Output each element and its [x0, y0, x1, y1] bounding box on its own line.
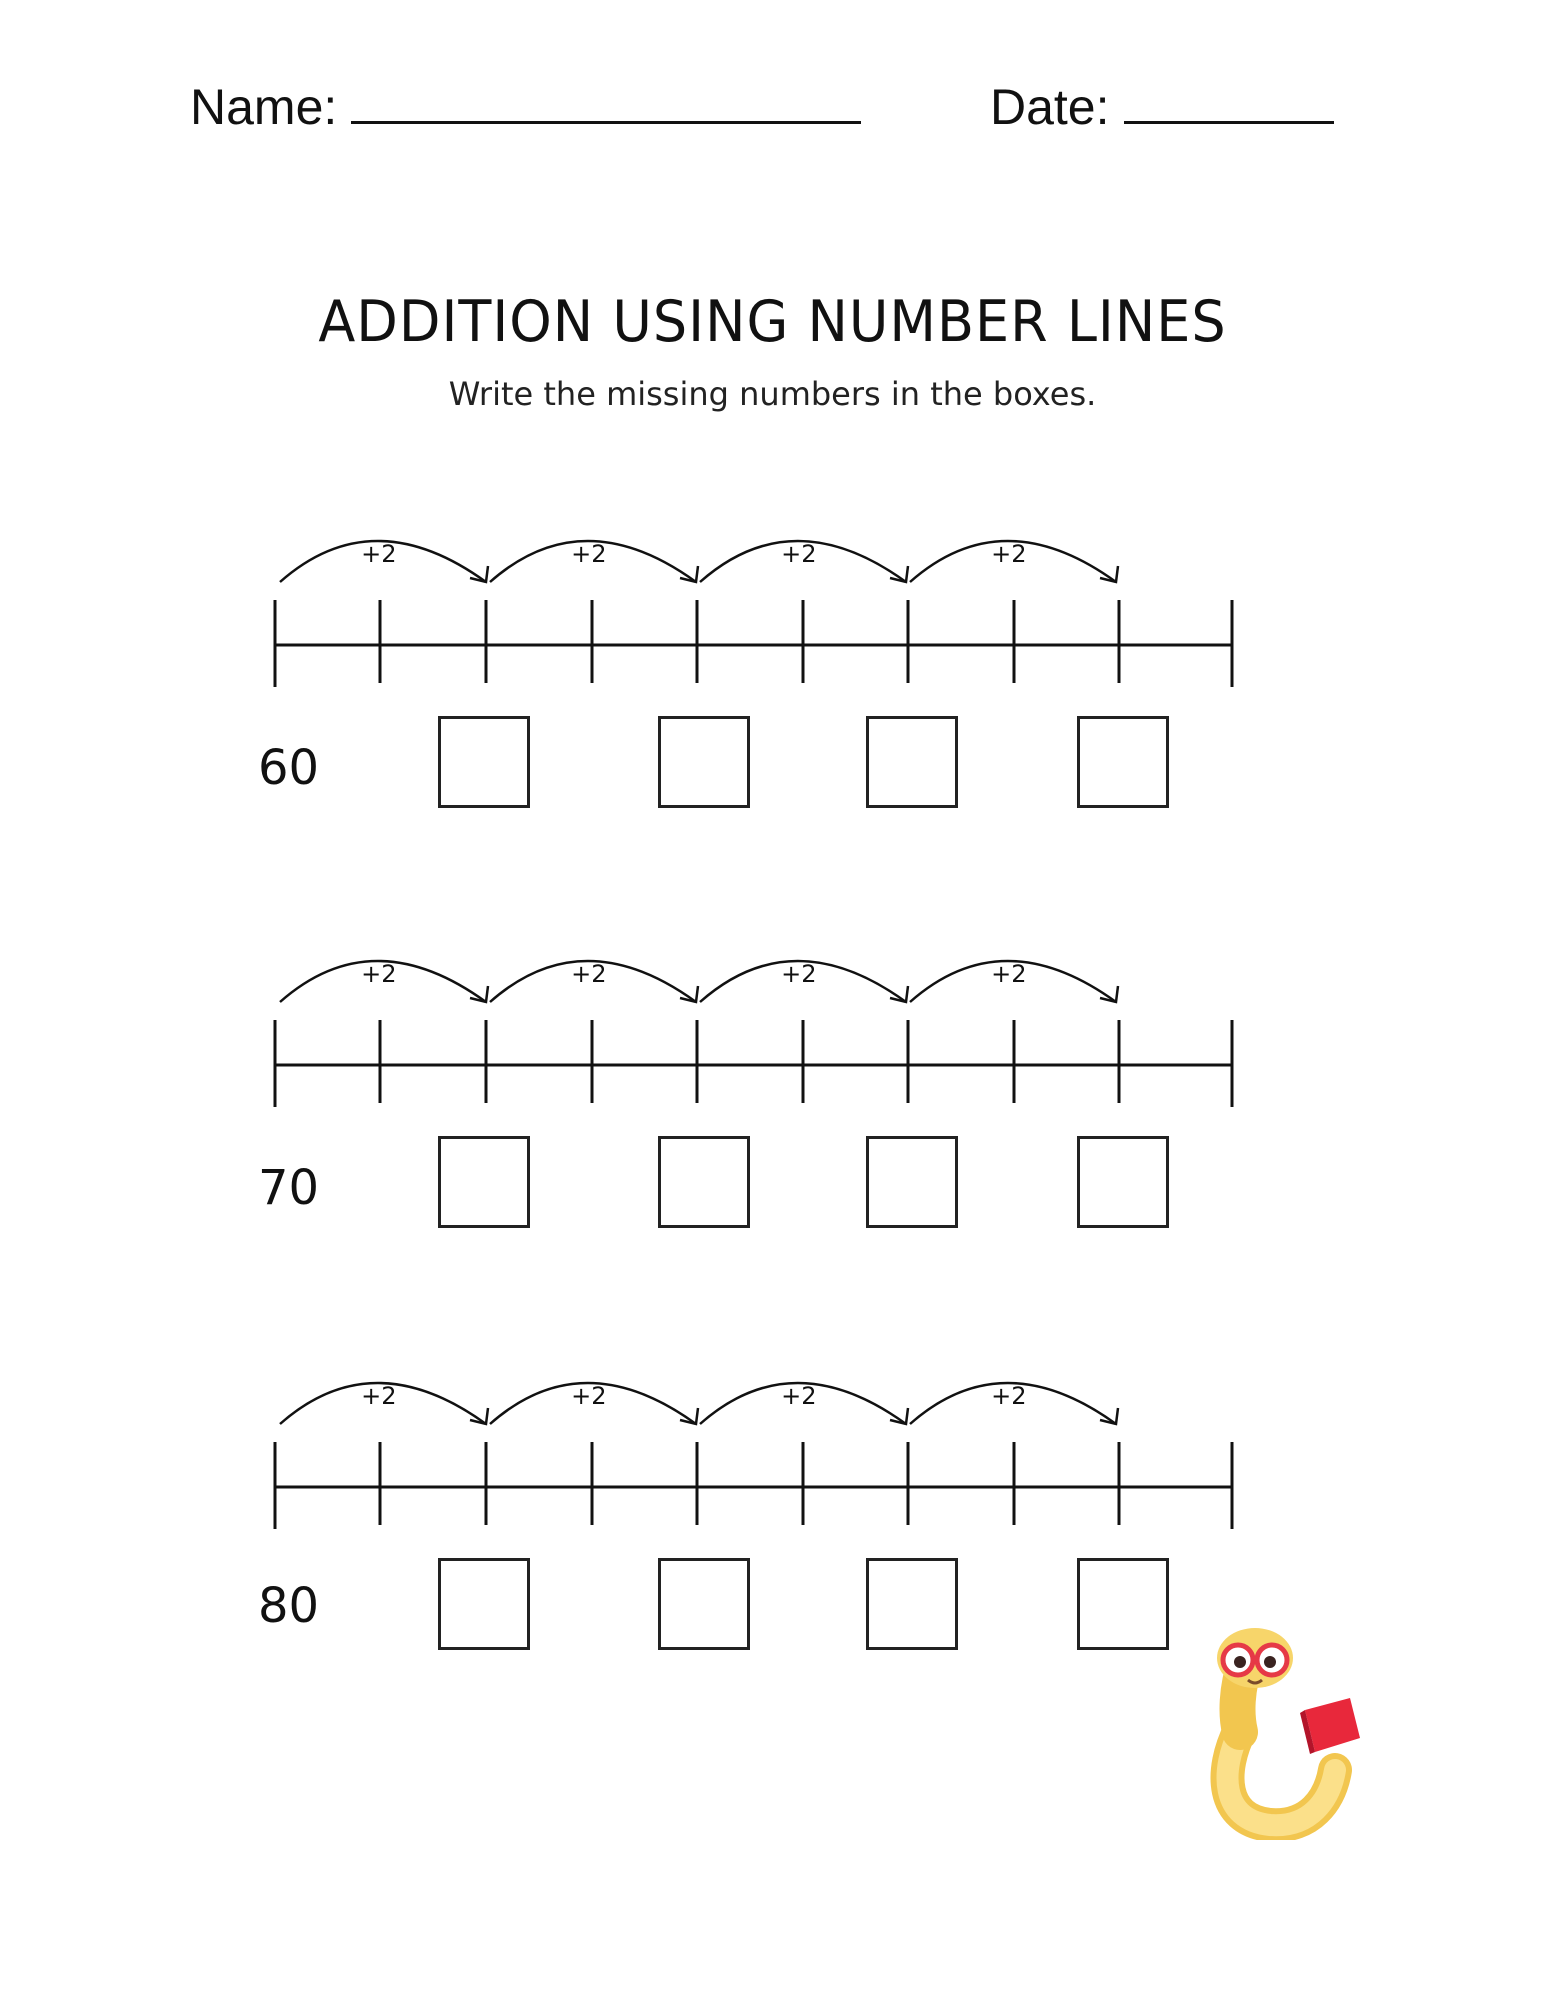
- number-line-1: [0, 520, 1545, 820]
- name-field[interactable]: [190, 78, 861, 136]
- jump-label: +2: [991, 1382, 1027, 1410]
- answer-box[interactable]: [438, 1136, 530, 1228]
- page-title: ADDITION USING NUMBER LINES: [318, 288, 1227, 355]
- jump-label: +2: [361, 540, 397, 568]
- jump-label: +2: [571, 960, 607, 988]
- worm-reading-book-icon: [1200, 1620, 1380, 1840]
- answer-box[interactable]: [866, 1136, 958, 1228]
- jump-label: +2: [571, 1382, 607, 1410]
- date-field[interactable]: [990, 78, 1334, 136]
- number-line-3: [0, 1362, 1545, 1662]
- date-label: Date:: [990, 79, 1110, 135]
- answer-box[interactable]: [658, 1136, 750, 1228]
- answer-box[interactable]: [1077, 1136, 1169, 1228]
- answer-box[interactable]: [438, 716, 530, 808]
- name-label: Name:: [190, 79, 338, 135]
- jump-label: +2: [781, 960, 817, 988]
- jump-label: +2: [361, 1382, 397, 1410]
- date-blank-line[interactable]: [1124, 115, 1334, 124]
- answer-box[interactable]: [1077, 716, 1169, 808]
- answer-box[interactable]: [658, 716, 750, 808]
- jump-label: +2: [571, 540, 607, 568]
- answer-box[interactable]: [866, 1558, 958, 1650]
- number-line-2: [0, 940, 1545, 1240]
- start-number: 70: [258, 1160, 320, 1216]
- number-line-exercise-3: [0, 1362, 1545, 1662]
- number-line-exercise-1: [0, 520, 1545, 820]
- jump-label: +2: [991, 540, 1027, 568]
- start-number: 80: [258, 1578, 320, 1634]
- answer-box[interactable]: [658, 1558, 750, 1650]
- answer-box[interactable]: [866, 716, 958, 808]
- answer-box[interactable]: [438, 1558, 530, 1650]
- jump-label: +2: [361, 960, 397, 988]
- jump-label: +2: [781, 540, 817, 568]
- start-number: 60: [258, 740, 320, 796]
- jump-label: +2: [991, 960, 1027, 988]
- jump-label: +2: [781, 1382, 817, 1410]
- name-blank-line[interactable]: [351, 115, 861, 124]
- instructions-text: Write the missing numbers in the boxes.: [448, 375, 1097, 413]
- number-line-exercise-2: [0, 940, 1545, 1240]
- answer-box[interactable]: [1077, 1558, 1169, 1650]
